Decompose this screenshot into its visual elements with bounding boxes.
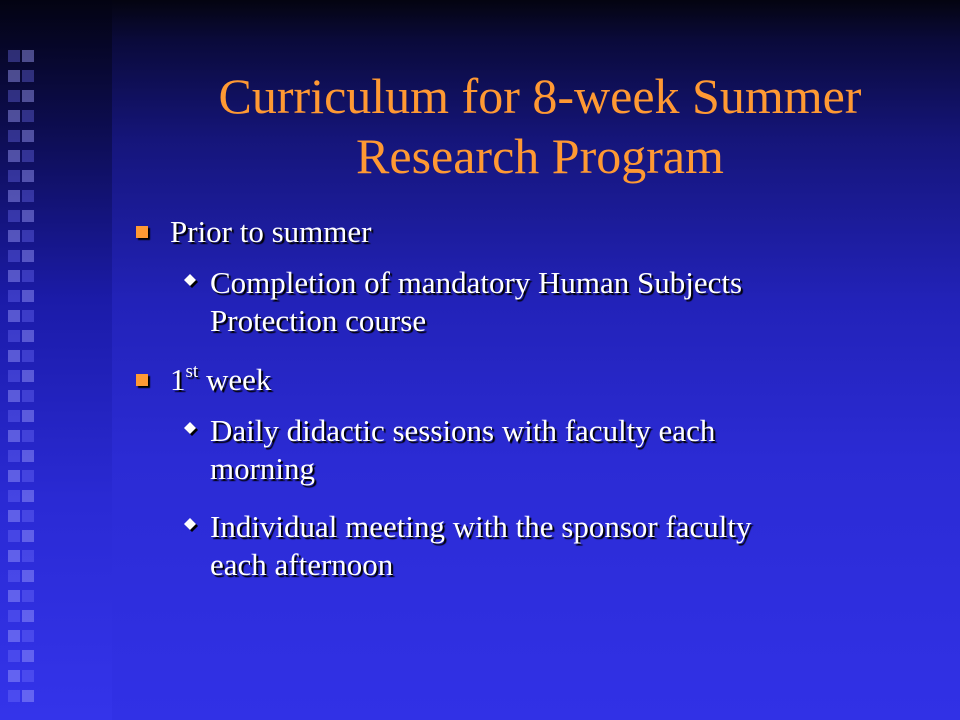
band-square bbox=[8, 670, 20, 682]
sub-bullet-line: Protection course bbox=[210, 303, 427, 338]
bullet-label: week bbox=[198, 362, 272, 397]
band-square bbox=[8, 170, 20, 182]
band-square-pattern bbox=[0, 50, 40, 720]
sub-bullet-item bbox=[132, 412, 892, 488]
diamond-bullet-icon bbox=[182, 273, 200, 291]
band-square bbox=[8, 530, 20, 542]
band-square bbox=[22, 130, 34, 142]
band-square bbox=[8, 50, 20, 62]
band-square bbox=[22, 510, 34, 522]
band-square bbox=[8, 110, 20, 122]
band-square bbox=[8, 590, 20, 602]
band-square bbox=[8, 250, 20, 262]
band-square bbox=[22, 450, 34, 462]
sub-bullet-line: each afternoon bbox=[210, 547, 394, 582]
band-square bbox=[22, 410, 34, 422]
band-square bbox=[8, 230, 20, 242]
band-square bbox=[8, 430, 20, 442]
band-square bbox=[8, 630, 20, 642]
bullet-item-prior-to-summer bbox=[132, 212, 892, 252]
band-square bbox=[22, 430, 34, 442]
band-square bbox=[8, 210, 20, 222]
bullet-item-first-week bbox=[132, 360, 892, 400]
diamond-bullet-icon bbox=[182, 421, 200, 439]
sub-bullet-line: Individual meeting with the sponsor faculty bbox=[210, 509, 752, 544]
band-square bbox=[8, 570, 20, 582]
band-square bbox=[8, 490, 20, 502]
band-square bbox=[8, 270, 20, 282]
band-square bbox=[22, 530, 34, 542]
band-square bbox=[8, 470, 20, 482]
diamond-bullet-icon bbox=[182, 517, 200, 535]
band-square bbox=[22, 190, 34, 202]
band-square bbox=[8, 350, 20, 362]
band-square bbox=[8, 70, 20, 82]
slide-body bbox=[132, 212, 892, 604]
band-square bbox=[8, 290, 20, 302]
band-square bbox=[22, 70, 34, 82]
band-square bbox=[8, 190, 20, 202]
sub-bullet-line: Completion of mandatory Human Subjects bbox=[210, 265, 743, 300]
band-square bbox=[22, 270, 34, 282]
band-square bbox=[22, 590, 34, 602]
band-square bbox=[22, 630, 34, 642]
band-square bbox=[22, 390, 34, 402]
band-square bbox=[8, 130, 20, 142]
band-square bbox=[22, 570, 34, 582]
band-square bbox=[8, 690, 20, 702]
band-square bbox=[22, 350, 34, 362]
bullet-label-number: 1 bbox=[170, 362, 186, 397]
band-square bbox=[8, 330, 20, 342]
band-square bbox=[8, 150, 20, 162]
band-square bbox=[22, 610, 34, 622]
band-square bbox=[22, 310, 34, 322]
band-square bbox=[22, 650, 34, 662]
sub-bullet-line: morning bbox=[210, 451, 316, 486]
band-square bbox=[22, 250, 34, 262]
band-square bbox=[8, 390, 20, 402]
band-square bbox=[8, 610, 20, 622]
band-square bbox=[22, 230, 34, 242]
band-square bbox=[22, 330, 34, 342]
band-square bbox=[22, 290, 34, 302]
band-square bbox=[22, 370, 34, 382]
band-square bbox=[8, 510, 20, 522]
band-square bbox=[22, 170, 34, 182]
sub-bullet-item bbox=[132, 264, 892, 340]
band-square bbox=[22, 470, 34, 482]
band-square bbox=[22, 110, 34, 122]
slide-title bbox=[120, 66, 960, 186]
band-square bbox=[8, 450, 20, 462]
band-square bbox=[8, 550, 20, 562]
band-square bbox=[22, 550, 34, 562]
left-decorative-band bbox=[0, 0, 112, 720]
slide-title-line: Curriculum for 8-week Summer bbox=[218, 68, 862, 124]
band-square bbox=[22, 90, 34, 102]
band-square bbox=[8, 410, 20, 422]
band-square bbox=[8, 90, 20, 102]
slide-title-line: Research Program bbox=[356, 128, 724, 184]
band-square bbox=[8, 650, 20, 662]
square-bullet-icon bbox=[136, 226, 148, 238]
square-bullet-icon bbox=[136, 374, 148, 386]
band-square bbox=[8, 310, 20, 322]
band-square bbox=[22, 670, 34, 682]
band-square bbox=[22, 690, 34, 702]
band-square bbox=[22, 490, 34, 502]
band-square bbox=[8, 370, 20, 382]
band-square bbox=[22, 210, 34, 222]
sub-bullet-item bbox=[132, 508, 892, 584]
bullet-label-superscript: st bbox=[185, 360, 199, 382]
sub-bullet-line: Daily didactic sessions with faculty each bbox=[210, 413, 716, 448]
bullet-label: Prior to summer bbox=[170, 214, 372, 249]
band-square bbox=[22, 150, 34, 162]
band-square bbox=[22, 50, 34, 62]
